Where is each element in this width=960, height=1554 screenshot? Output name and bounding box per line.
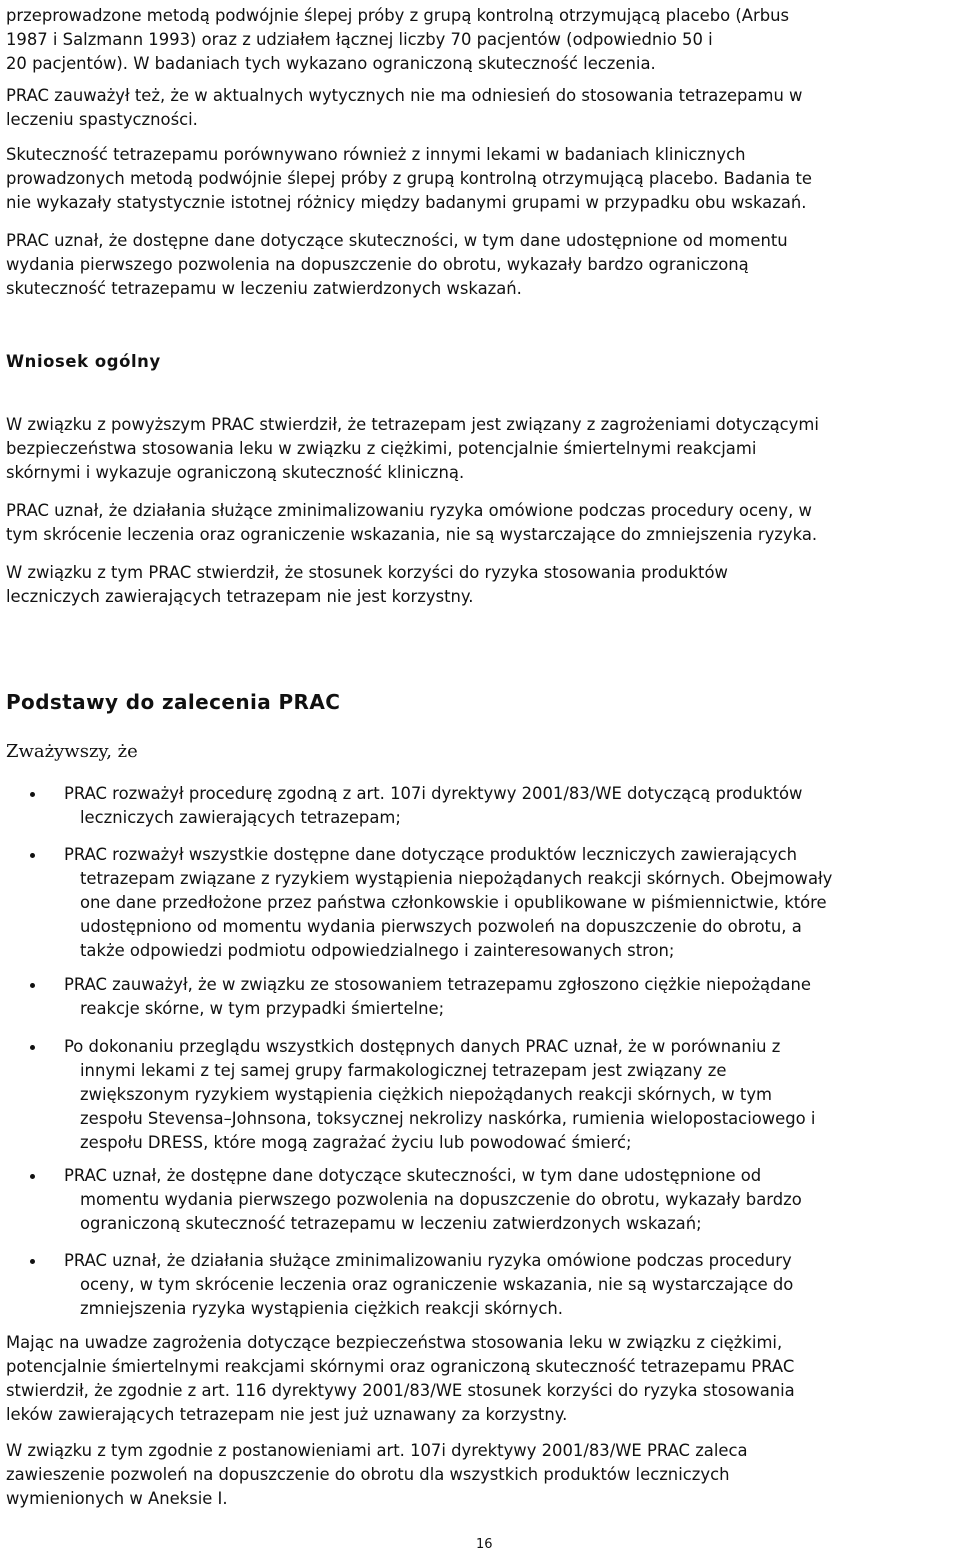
paragraph-guidelines: PRAC zauważył też, że w aktualnych wytycznych nie ma odniesień do stosowania tetrazepamu w leczeniu spastyczności. — [6, 86, 803, 129]
bullet-dot-icon — [30, 1259, 35, 1264]
bullet-dot-icon — [30, 853, 35, 858]
paragraph-study-results: przeprowadzone metodą podwójnie ślepej próby z grupą kontrolną otrzymującą placebo (Arbus 1987 i Salzmann 1993) oraz z udziałem łącznej liczby 70 pacjentów (odpowiednio 50 i 20 pacjentów). W badaniach tych wykazano ograniczoną skuteczność leczenia. — [6, 6, 790, 73]
list-item: Po dokonaniu przeglądu wszystkich dostępnych danych PRAC uznał, że w porównaniu z innymi lekami z tej samej grupy farmakologicznej tetrazepam jest związany ze zwiększonym ryzykiem wystąpienia ciężkich niepożądanych reakcji skórnych, w tym zespołu Stevensa–Johnsona, toksycznej nekrolizy naskórka, rumienia wielopostaciowego i zespołu DRESS, które mogą zagrażać życiu lub powodować śmierć; — [30, 1035, 950, 1155]
list-item: PRAC uznał, że dostępne dane dotyczące skuteczności, w tym dane udostępnione od momentu wydania pierwszego pozwolenia na dopuszczenie do obrotu, wykazały bardzo ograniczoną skuteczność tetrazepamu w leczeniu zatwierdzonych wskazań; — [30, 1164, 950, 1236]
list-item: PRAC uznał, że działania służące zminimalizowaniu ryzyka omówione podczas procedury oceny, w tym skrócenie leczenia oraz ograniczenie wskazania, nie są wystarczające do zmniejszenia ryzyka wystąpienia ciężkich reakcji skórnych. — [30, 1249, 950, 1321]
list-item: PRAC rozważył procedurę zgodną z art. 107i dyrektywy 2001/83/WE dotyczącą produktów leczniczych zawierających tetrazepam; — [30, 782, 950, 830]
paragraph-risk-statement: W związku z powyższym PRAC stwierdził, że tetrazepam jest związany z zagrożeniami dotyczącymi bezpieczeństwa stosowania leku w związku z ciężkimi, potencjalnie śmiertelnymi reakcjami skórnymi i wykazuje ograniczoną skuteczność kliniczną. — [6, 415, 819, 482]
list-item: PRAC rozważył wszystkie dostępne dane dotyczące produktów leczniczych zawierających tetrazepam związane z ryzykiem wystąpienia niepożądanych reakcji skórnych. Obejmowały one dane przedłożone przez państwa członkowskie i opublikowane w piśmiennictwie, które udostępniono od momentu wydania pierwszych pozwoleń na dopuszczenie do obrotu, a także odpowiedzi podmiotu odpowiedzialnego i zainteresowanych stron; — [30, 843, 950, 963]
intro-whereas: Zważywszy, że — [6, 741, 138, 762]
paragraph-efficacy-conclusion: PRAC uznał, że dostępne dane dotyczące skuteczności, w tym dane udostępnione od momentu wydania pierwszego pozwolenia na dopuszczenie do obrotu, wykazały bardzo ograniczoną skuteczność tetrazepamu w leczeniu zatwierdzonych wskazań. — [6, 231, 788, 298]
paragraph-benefit-risk: W związku z tym PRAC stwierdził, że stosunek korzyści do ryzyka stosowania produktów leczniczych zawierających tetrazepam nie jest korzystny. — [6, 563, 728, 606]
paragraph-recommendation: W związku z tym zgodnie z postanowieniami art. 107i dyrektywy 2001/83/WE PRAC zaleca zawieszenie pozwoleń na dopuszczenie do obrotu dla wszystkich produktów leczniczych wymienionych w Aneksie I. — [6, 1441, 748, 1508]
heading-overall-conclusion: Wniosek ogólny — [6, 352, 161, 371]
bullet-dot-icon — [30, 983, 35, 988]
heading-grounds-for-recommendation: Podstawy do zalecenia PRAC — [6, 690, 341, 714]
bullet-dot-icon — [30, 1174, 35, 1179]
bullet-dot-icon — [30, 1045, 35, 1050]
paragraph-comparison: Skuteczność tetrazepamu porównywano również z innymi lekami w badaniach klinicznych prowadzonych metodą podwójnie ślepej próby z grupą kontrolną otrzymującą placebo. Badania te nie wykazały statystycznie istotnej różnicy między badanymi grupami w przypadku obu wskazań. — [6, 145, 812, 212]
paragraph-risk-minimisation: PRAC uznał, że działania służące zminimalizowaniu ryzyka omówione podczas procedury oceny, w tym skrócenie leczenia oraz ograniczenie wskazania, nie są wystarczające do zmniejszenia ryzyka. — [6, 501, 818, 544]
page-number: 16 — [476, 1537, 493, 1552]
bullet-dot-icon — [30, 792, 35, 797]
paragraph-final-conclusion: Mając na uwadze zagrożenia dotyczące bezpieczeństwa stosowania leku w związku z ciężkimi, potencjalnie śmiertelnymi reakcjami skórnymi oraz ograniczoną skuteczność tetrazepamu PRAC stwierdził, że zgodnie z art. 116 dyrektywy 2001/83/WE stosunek korzyści do ryzyka stosowania leków zawierających tetrazepam nie jest już uznawany za korzystny. — [6, 1333, 795, 1424]
list-item: PRAC zauważył, że w związku ze stosowaniem tetrazepamu zgłoszono ciężkie niepożądane reakcje skórne, w tym przypadki śmiertelne; — [30, 973, 950, 1021]
